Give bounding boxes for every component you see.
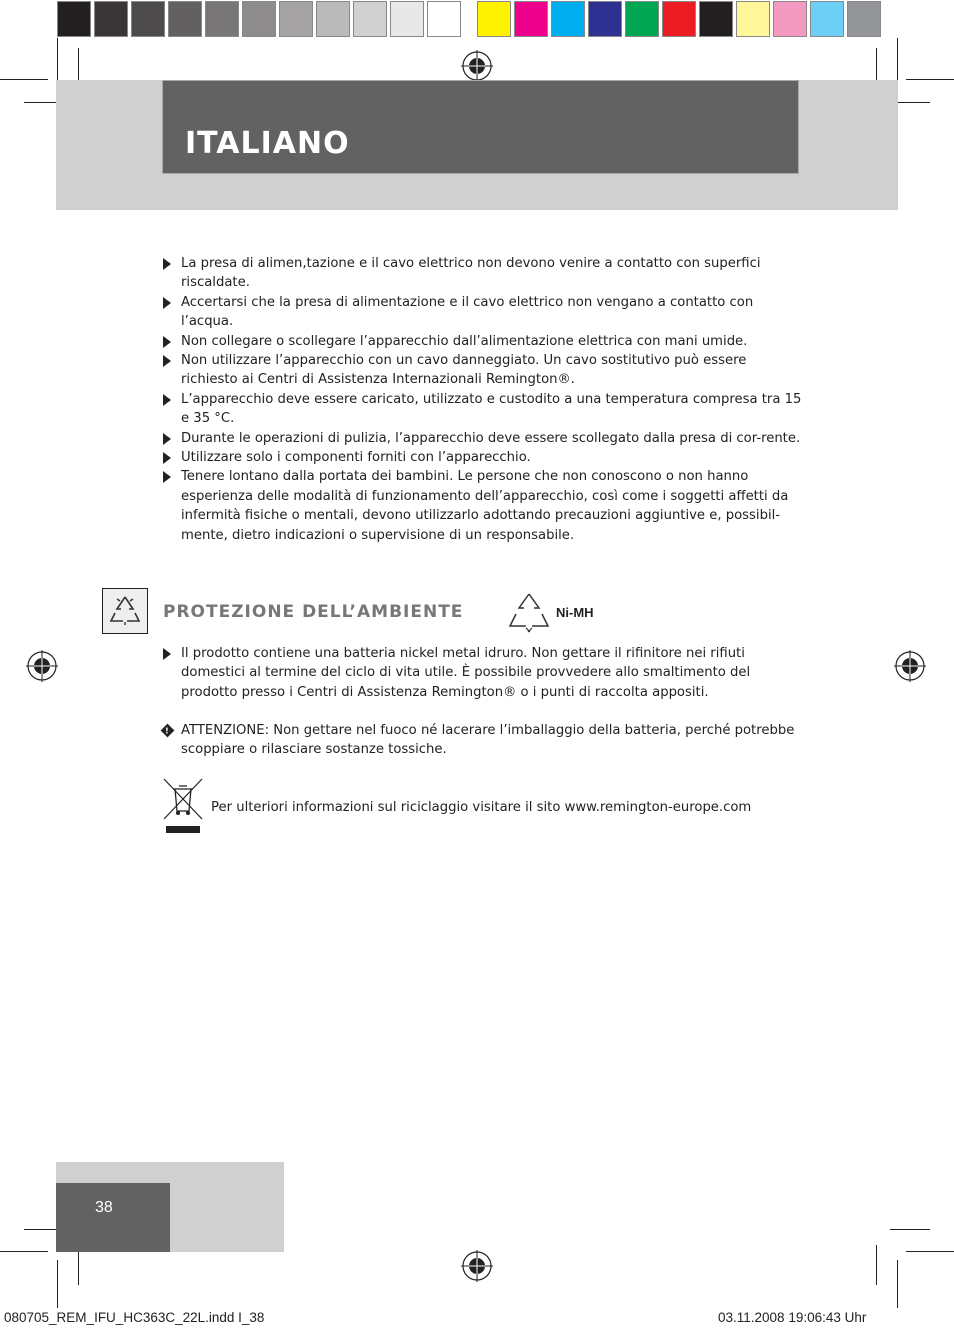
list-item-text: Utilizzare solo i componenti forniti con l’apparecchio. (181, 450, 531, 466)
list-item (160, 390, 805, 429)
warning-icon: ! (161, 724, 175, 738)
color-swatch (736, 1, 770, 37)
color-swatch-gray (242, 1, 276, 37)
color-swatch (662, 1, 696, 37)
crop-mark (897, 1260, 898, 1308)
crop-mark (906, 79, 954, 80)
registration-mark-icon (894, 650, 926, 682)
battery-recycle-icon (506, 590, 552, 636)
warning-list (160, 721, 805, 760)
crossed-bin-icon (162, 777, 204, 835)
crop-mark (0, 1251, 48, 1252)
registration-mark-icon (26, 650, 58, 682)
color-swatch-gray (131, 1, 165, 37)
bullet-triangle-icon (163, 648, 171, 660)
page-title: ITALIANO (185, 126, 350, 161)
bullet-triangle-icon (163, 355, 171, 367)
list-item (160, 293, 805, 332)
registration-mark-icon (461, 1250, 493, 1282)
recycle-icon (103, 589, 147, 633)
color-swatch-gray (168, 1, 202, 37)
list-item (160, 254, 805, 293)
color-swatch-gray (279, 1, 313, 37)
recycling-info: Per ulteriori informazioni sul riciclaggio visitare il sito www.remington-europe.com (211, 800, 752, 815)
color-swatch (477, 1, 511, 37)
bullet-triangle-icon (163, 297, 171, 309)
list-item (160, 644, 805, 702)
color-swatch (773, 1, 807, 37)
crop-mark (0, 79, 48, 80)
list-item (160, 332, 805, 351)
color-swatch (625, 1, 659, 37)
color-swatch-gray (353, 1, 387, 37)
color-swatch-gray (57, 1, 91, 37)
color-swatch-gray (427, 1, 461, 37)
bullet-triangle-icon (163, 452, 171, 464)
bullet-triangle-icon (163, 336, 171, 348)
color-calibration-bar (57, 1, 897, 39)
color-swatch (699, 1, 733, 37)
swatch-gap (464, 1, 474, 37)
crop-mark (57, 1260, 58, 1308)
color-swatch-gray (205, 1, 239, 37)
environment-list (160, 644, 805, 702)
battery-type-label: Ni-MH (556, 605, 594, 620)
list-item (160, 351, 805, 390)
color-swatch (588, 1, 622, 37)
registration-mark-icon (461, 50, 493, 82)
color-swatch (551, 1, 585, 37)
list-item-text: Tenere lontano dalla portata dei bambini. Le persone che non conoscono o non hanno esperienza delle modalità di funzionamento dell’apparecchio, così come i soggetti affetti da infermità fisiche o mentali, devono utilizzarlo adottando precauzioni aggiuntive e, possibil-mente, dietro indicazioni o supervisione di un responsabile. (181, 469, 789, 543)
list-item-text: Il prodotto contiene una batteria nickel metal idruro. Non gettare il rifinitore nei rifiuti domestici al termine del ciclo di vita utile. È possibile provvedere allo smaltimento del prodotto presso i Centri di Assistenza Remington® o i punti di raccolta appositi. (181, 646, 751, 700)
color-swatch (847, 1, 881, 37)
crop-mark (876, 1245, 877, 1285)
bullet-triangle-icon (163, 394, 171, 406)
bullet-triangle-icon (163, 471, 171, 483)
list-item-text: L’apparecchio deve essere caricato, utilizzato e custodito a una temperatura compresa tra 15 e 35 °C. (181, 391, 802, 427)
warning-item (160, 721, 805, 760)
color-swatch (514, 1, 548, 37)
list-item-text: Durante le operazioni di pulizia, l’apparecchio deve essere scollegato dalla presa di cor-rente. (181, 430, 801, 446)
warning-text: ATTENZIONE: Non gettare nel fuoco né lacerare l’imballaggio della batteria, perché potrebbe scoppiare o rilasciare sostanze tossiche. (181, 723, 795, 758)
list-item-text: Non utilizzare l’apparecchio con un cavo danneggiato. Un cavo sostitutivo può essere richiesto ai Centri di Assistenza Internazionali Remington®. (181, 353, 747, 388)
section-title: PROTEZIONE DELL’AMBIENTE (163, 602, 464, 622)
bullet-triangle-icon (163, 433, 171, 445)
color-swatch-gray (390, 1, 424, 37)
color-swatch-gray (316, 1, 350, 37)
date-info: 03.11.2008 19:06:43 Uhr (718, 1310, 867, 1325)
list-item-text: La presa di alimen,tazione e il cavo elettrico non devono venire a contatto con superfici riscaldate. (181, 256, 761, 291)
list-item-text: Non collegare o scollegare l’apparecchio dall’alimentazione elettrica con mani umide. (181, 333, 748, 349)
color-swatch (810, 1, 844, 37)
list-item (160, 467, 805, 545)
list-item-text: Accertarsi che la presa di alimentazione e il cavo elettrico non vengano a contatto con l’acqua. (181, 294, 754, 330)
page-number: 38 (95, 1199, 113, 1216)
list-item (160, 429, 805, 448)
crop-mark (890, 1229, 930, 1230)
bullet-triangle-icon (163, 258, 171, 270)
color-swatch-gray (94, 1, 128, 37)
crop-mark (906, 1251, 954, 1252)
recycle-badge (102, 588, 148, 634)
file-info: 080705_REM_IFU_HC363C_22L.indd I_38 (4, 1310, 265, 1325)
safety-instructions-list (160, 254, 805, 545)
page-number-box (56, 1183, 170, 1252)
list-item (160, 448, 805, 467)
